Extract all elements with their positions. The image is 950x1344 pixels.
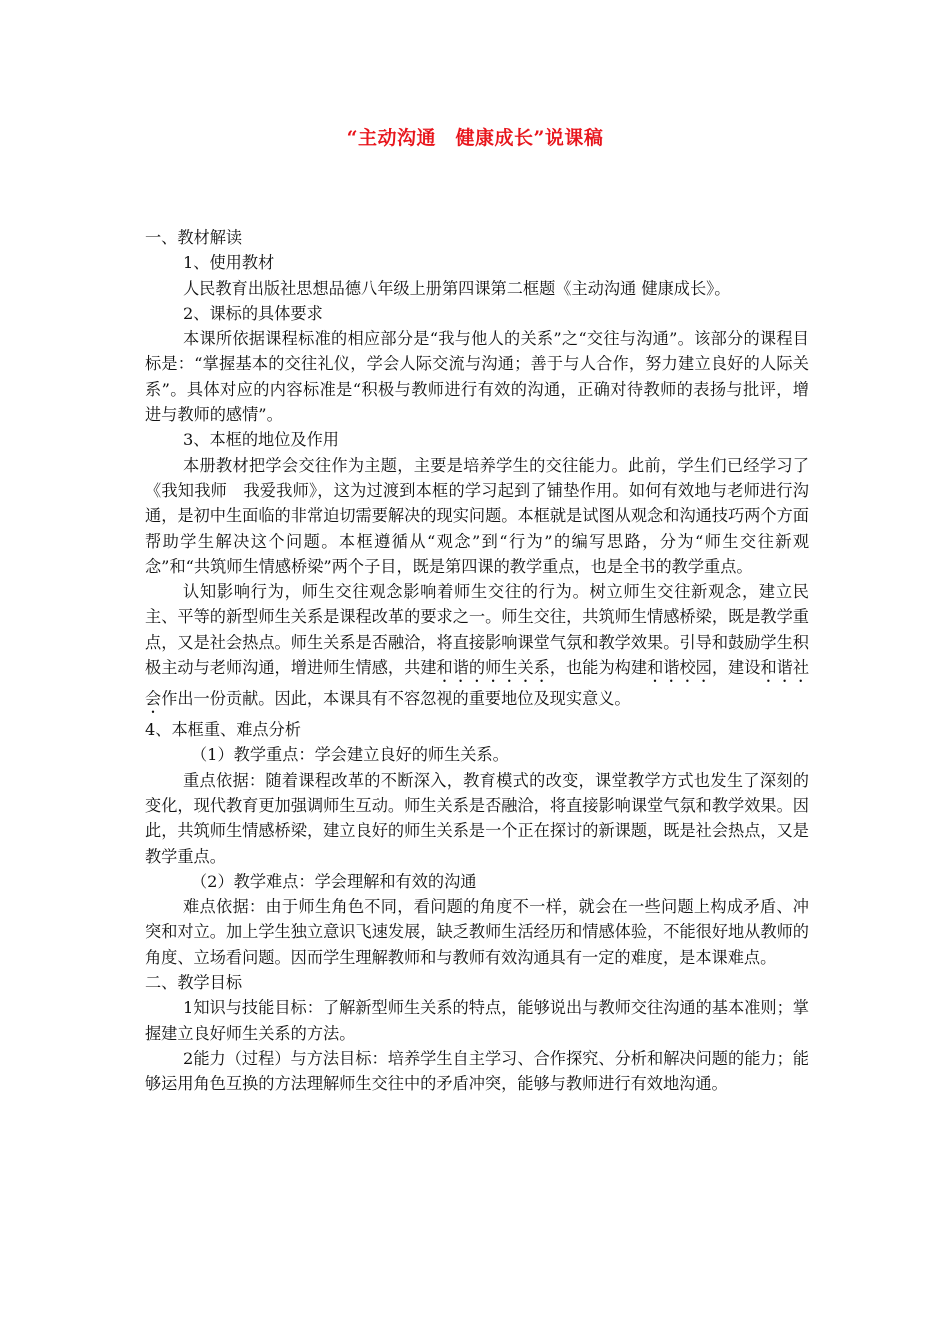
key-point: （1）教学重点：学会建立良好的师生关系。 bbox=[191, 745, 509, 765]
objective-knowledge: 1知识与技能目标：了解新型师生关系的特点，能够说出与教师交往沟通的基本准则；掌握建立良好师生关系的方法。 bbox=[145, 998, 809, 1043]
objective-ability: 2能力（过程）与方法目标：培养学生自主学习、合作探究、分析和解决问题的能力；能够运用角色互换的方法理解师生交往中的矛盾冲突，能够与教师进行有效地沟通。 bbox=[145, 1048, 809, 1094]
text-run: 作出一份贡献。因此，本课具有不容忽视的重要地位及现实意义。 bbox=[161, 689, 631, 709]
section-heading-1: 一、教材解读 bbox=[145, 228, 243, 247]
paragraph-role: 本册教材把学会交往作为主题，主要是培养学生的交往能力。此前，学生们已经学习了《我知我师 我爱我师》，这为过渡到本框的学习起到了铺垫作用。如何有效地与老师进行沟通，是初中生面临的非常迫切需要解决的现实问题。本框就是试图从观念和沟通技巧两个方面帮助学生解决这个问题。本框遵循从“观念”到“行为”的编写思路，分为“师生交往新观念”和“共筑师生情感桥梁”两个子目，既是第四课的教学重点，也是全书的教学重点。 bbox=[145, 455, 809, 576]
text-run: ，也能为构建 bbox=[549, 658, 648, 678]
subheading-1-4: 4、本框重、难点分析 bbox=[145, 720, 301, 740]
document-body bbox=[145, 225, 809, 1097]
difficult-point-basis: 难点依据：由于师生角色不同，看问题的角度不一样，就会在一些问题上构成矛盾、冲突和对立。加上学生独立意识飞速发展，缺乏教师生活经历和情感体验，不能很好地从教师的角度、立场看问题。因而学生理解教师和与教师有效沟通具有一定的难度，是本课难点。 bbox=[145, 897, 809, 967]
paragraph-textbook: 人民教育出版社思想品德八年级上册第四课第二框题《主动沟通 健康成长》。 bbox=[183, 278, 731, 298]
key-point-basis: 重点依据：随着课程改革的不断深入，教育模式的改变，课堂教学方式也发生了深刻的变化，现代教育更加强调师生互动。师生关系是否融洽，将直接影响课堂气氛和教学效果。因此，共筑师生情感桥梁，建立良好的师生关系是一个正在探讨的新课题，既是社会热点，又是教学重点。 bbox=[145, 770, 809, 866]
emphasis-run: 和谐社会 bbox=[145, 658, 810, 709]
text-run: 认知影响行为，师生交往观念影响着师生交往的行为。树立师生交往新观念，建立民主、平等的新型师生关系是课程改革的要求之一。师生交往，共筑师生情感桥梁，既是教学重点，又是社会热点。师生关系是否融洽，将直接影响课堂气氛和教学效果。引导和鼓励学生积极主动与老师沟通，增进师生情感，共建 bbox=[145, 582, 809, 678]
section-heading-2: 二、教学目标 bbox=[145, 973, 243, 993]
page-title: “主动沟通 健康成长”说课稿 bbox=[346, 127, 604, 149]
paragraph-significance bbox=[145, 579, 809, 717]
emphasis-run: 和谐校园 bbox=[647, 658, 712, 678]
subheading-1-3: 3、本框的地位及作用 bbox=[183, 430, 339, 450]
text-run: ，建设 bbox=[711, 658, 761, 678]
emphasis-run: 和谐的师生关系 bbox=[436, 658, 550, 678]
subheading-1-2: 2、课标的具体要求 bbox=[183, 303, 323, 323]
difficult-point: （2）教学难点：学会理解和有效的沟通 bbox=[191, 871, 477, 891]
paragraph-standards: 本课所依据课程标准的相应部分是“我与他人的关系”之“交往与沟通”。该部分的课程目标是：“掌握基本的交往礼仪，学会人际交流与沟通；善于与人合作，努力建立良好的人际关系”。具体对应的内容标准是“积极与教师进行有效的沟通，正确对待教师的表扬与批评，增进与教师的感情”。 bbox=[145, 329, 809, 425]
subheading-1-1: 1、使用教材 bbox=[183, 253, 275, 273]
